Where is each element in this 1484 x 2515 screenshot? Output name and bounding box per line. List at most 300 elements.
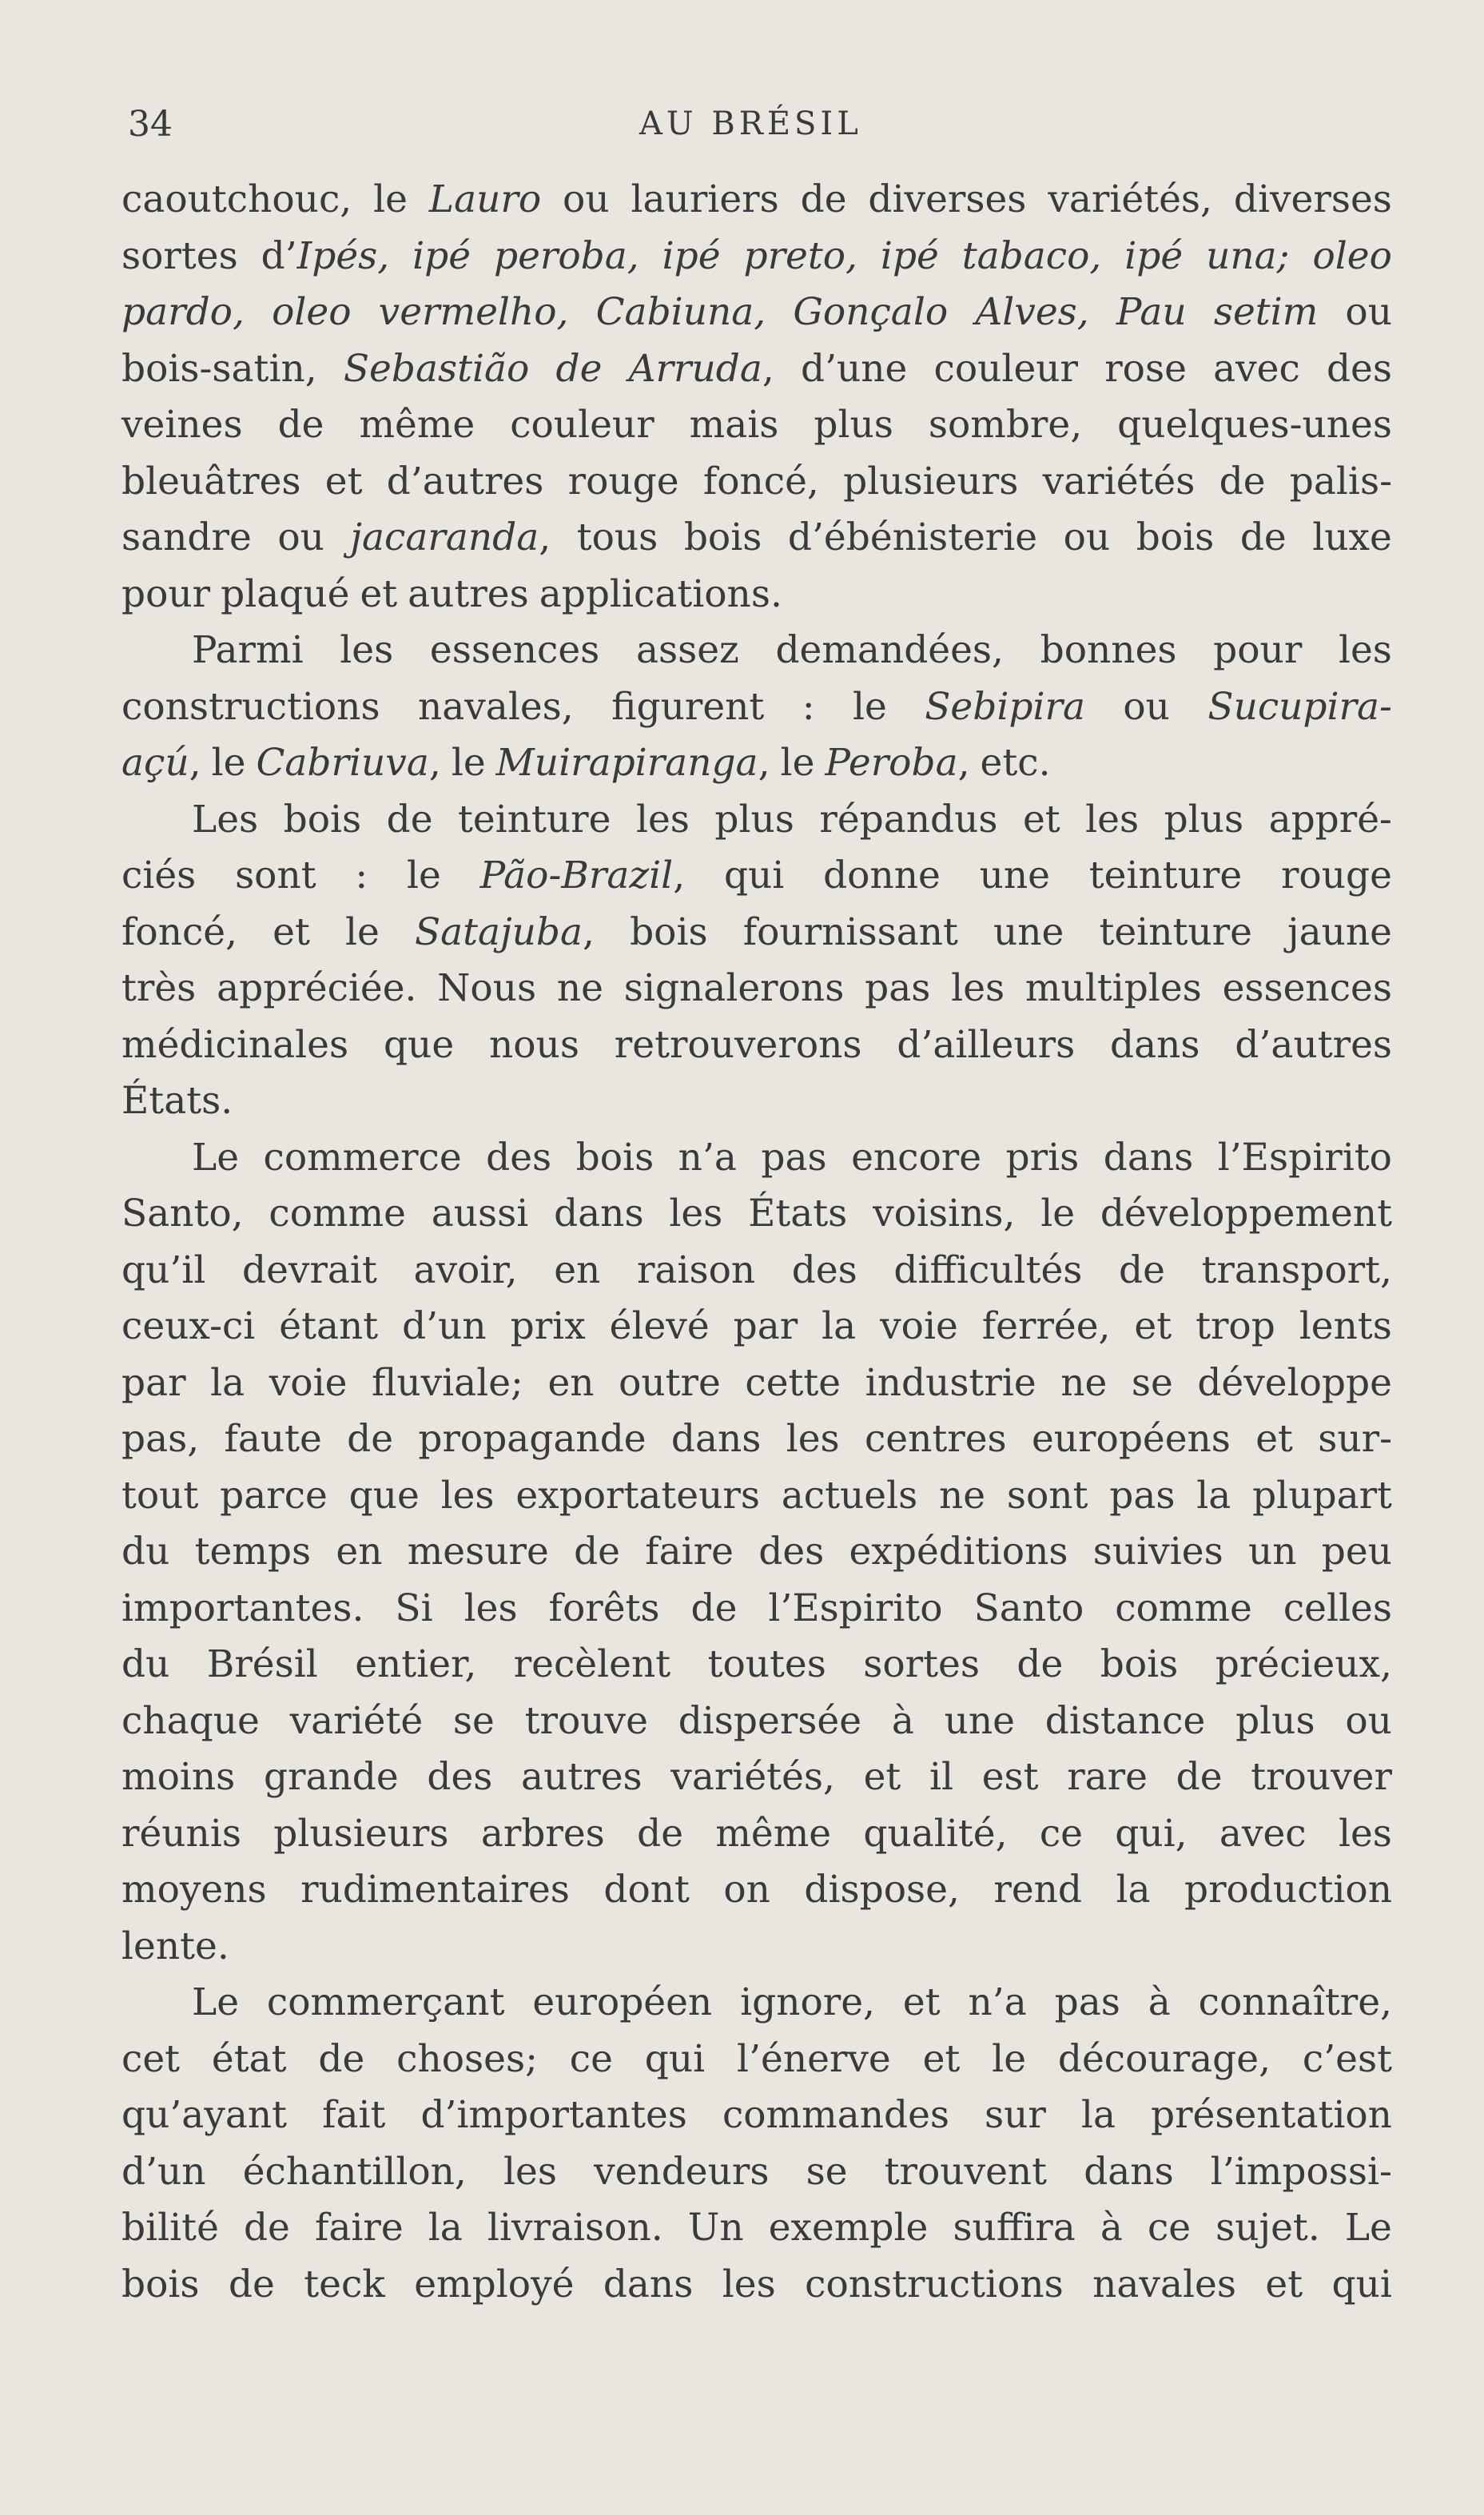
text: en	[547, 1360, 595, 1405]
text: de	[1119, 1248, 1165, 1292]
text-line	[121, 510, 1392, 567]
word	[315, 2200, 404, 2257]
word	[413, 1243, 517, 1299]
text: le	[1040, 1192, 1076, 1236]
word	[212, 2031, 287, 2088]
word	[1081, 2087, 1116, 2144]
text: étant	[279, 1304, 379, 1348]
word	[801, 172, 847, 229]
text: sujet.	[1215, 2206, 1320, 2250]
text: pour	[121, 571, 211, 616]
text: les	[464, 1586, 518, 1630]
text: ,	[673, 854, 686, 897]
word	[1104, 1130, 1194, 1187]
word	[192, 1130, 239, 1187]
text: sont	[235, 854, 316, 897]
text: de	[574, 1530, 620, 1574]
text: et	[273, 909, 310, 954]
text: des	[486, 1135, 552, 1180]
text: fournissant	[742, 909, 958, 954]
text: d’un	[402, 1304, 487, 1348]
italic-text: Sucupira-	[1207, 684, 1392, 729]
text: Les	[192, 797, 259, 842]
word	[503, 2144, 557, 2201]
word	[525, 1693, 648, 1750]
word	[557, 961, 603, 1017]
word	[1006, 1130, 1080, 1187]
word	[865, 1411, 1007, 1468]
text: dans	[554, 1192, 644, 1236]
text: lents	[1299, 1304, 1392, 1348]
word	[851, 1130, 981, 1187]
word	[814, 397, 893, 454]
text: difficultés	[893, 1248, 1083, 1292]
text-line	[121, 961, 1392, 1017]
text-line	[121, 1073, 1392, 1130]
text: des	[758, 1530, 825, 1574]
italic-text: Gonçalo	[793, 290, 949, 334]
word	[1040, 1186, 1075, 1243]
text: de	[800, 177, 847, 221]
text-line	[121, 735, 1392, 792]
text-line	[121, 1468, 1392, 1525]
text-line	[121, 229, 1392, 285]
text: connaître,	[1198, 1980, 1392, 2024]
italic-text: setim	[1213, 290, 1319, 334]
italic-text: jacaranda	[350, 515, 539, 559]
text: lauriers	[631, 177, 779, 221]
text: bois	[575, 1135, 654, 1180]
text-line	[121, 397, 1392, 454]
text: moins	[121, 1755, 236, 1799]
text: un	[1247, 1530, 1297, 1574]
text: sandre	[121, 515, 252, 559]
text: demandées,	[775, 628, 1004, 672]
text: bois	[1100, 1642, 1179, 1686]
text: du	[121, 1530, 170, 1574]
word	[1116, 285, 1187, 341]
text: le	[344, 909, 380, 954]
text: dans	[603, 2262, 694, 2306]
text: dispersée	[678, 1698, 862, 1743]
word	[1318, 1411, 1392, 1468]
word	[1116, 1862, 1150, 1919]
text: ou	[1123, 684, 1170, 729]
word	[825, 735, 969, 792]
text: pas,	[121, 1417, 200, 1461]
text: élevé	[609, 1304, 710, 1348]
text: à	[1148, 1980, 1171, 2024]
word	[212, 735, 246, 792]
text: plupart	[1252, 1473, 1392, 1518]
word	[691, 1581, 738, 1638]
text: ,	[583, 909, 595, 954]
text: répandus	[819, 797, 998, 842]
word	[1202, 1243, 1392, 1299]
word	[671, 1411, 762, 1468]
text: retrouverons	[614, 1022, 862, 1067]
text: rouge	[567, 459, 679, 503]
text: exportateurs	[515, 1473, 760, 1518]
word	[723, 1862, 770, 1919]
word	[121, 567, 210, 623]
word	[568, 454, 679, 511]
word	[267, 1975, 505, 2031]
text: applications.	[539, 571, 782, 616]
word	[121, 1693, 260, 1750]
word	[1327, 341, 1392, 398]
italic-text: Satajuba	[414, 909, 583, 954]
text-line	[121, 567, 1392, 623]
word	[843, 454, 1018, 511]
word	[318, 2031, 364, 2088]
text: des	[1326, 346, 1392, 391]
word	[229, 2257, 275, 2314]
text: le	[451, 741, 486, 785]
word	[121, 1468, 198, 1525]
word	[670, 1749, 835, 1806]
text: transport,	[1201, 1248, 1392, 1292]
text: de	[243, 2206, 290, 2250]
word	[1134, 1299, 1172, 1355]
text: et	[863, 1755, 901, 1799]
text: état	[211, 2036, 287, 2081]
word	[121, 229, 238, 285]
word	[1058, 2031, 1271, 2088]
word	[563, 172, 610, 229]
word	[412, 229, 471, 285]
text: multiples	[1024, 966, 1202, 1010]
text: expéditions	[849, 1530, 1068, 1574]
word	[873, 1186, 1015, 1243]
word	[284, 792, 362, 849]
word	[929, 397, 1082, 454]
word	[982, 1299, 1111, 1355]
text: ceux-ci	[121, 1304, 256, 1348]
text: les	[1338, 1811, 1392, 1856]
word	[420, 2087, 686, 2144]
word	[1252, 1468, 1392, 1525]
word	[603, 1862, 690, 1919]
word	[611, 679, 764, 736]
text: ,	[758, 741, 770, 785]
text: dans	[1084, 2149, 1174, 2194]
text: d’une	[800, 346, 908, 391]
word	[340, 623, 393, 679]
text: qui	[644, 2036, 706, 2081]
text: variétés	[1042, 459, 1196, 503]
text: constructions	[121, 684, 380, 729]
word	[373, 172, 408, 229]
body-text	[121, 172, 1392, 2313]
word	[637, 1806, 683, 1863]
word	[1045, 1693, 1206, 1750]
text-line	[121, 1637, 1392, 1693]
word	[690, 397, 779, 454]
word	[121, 2144, 206, 2201]
text: l’Espirito	[1217, 1135, 1392, 1180]
text: pas	[1109, 1473, 1176, 1518]
text: une	[944, 1698, 1015, 1743]
text: rose	[1104, 346, 1187, 391]
word	[823, 848, 941, 905]
text: mesure	[407, 1530, 549, 1574]
text: qualité,	[863, 1811, 1008, 1856]
text: faute	[224, 1417, 322, 1461]
text: production	[1184, 1868, 1392, 1912]
text: à	[1100, 2206, 1123, 2250]
text-line	[121, 172, 1392, 229]
page-number: 34	[128, 104, 173, 145]
text: tout	[121, 1473, 199, 1518]
text: la	[1116, 1868, 1151, 1912]
word	[304, 2257, 385, 2314]
text: bois	[1136, 515, 1215, 559]
word	[939, 1468, 985, 1525]
word	[775, 623, 1004, 679]
word	[734, 1299, 798, 1355]
word	[278, 397, 324, 454]
text: que	[383, 1022, 455, 1067]
text: pour	[1213, 628, 1303, 672]
word	[414, 2257, 574, 2314]
word	[1199, 1975, 1392, 2031]
word	[121, 341, 317, 398]
text: couleur	[510, 403, 654, 447]
word	[121, 1581, 364, 1638]
word	[885, 2144, 1047, 2201]
word	[992, 2031, 1026, 2088]
word	[1269, 792, 1392, 849]
word	[610, 1299, 710, 1355]
text: signalerons	[623, 966, 845, 1010]
word	[631, 172, 779, 229]
word	[1332, 2257, 1392, 2314]
text: la	[1080, 2093, 1116, 2137]
word	[244, 2200, 290, 2257]
text-line	[121, 679, 1392, 736]
word	[1339, 623, 1392, 679]
text-line	[121, 1693, 1392, 1750]
italic-text: Ipés,	[296, 233, 390, 278]
text: avec	[1219, 1811, 1307, 1856]
text: tous	[576, 515, 658, 559]
text: appréciée.	[217, 966, 417, 1010]
text: les	[503, 2149, 557, 2194]
word	[407, 848, 441, 905]
text: européen	[532, 1980, 713, 2024]
word	[372, 1355, 523, 1412]
text: précieux,	[1215, 1642, 1392, 1686]
text: avoir,	[413, 1248, 518, 1292]
word	[962, 229, 1102, 285]
text: voie	[269, 1360, 348, 1405]
text: vendeurs	[594, 2149, 770, 2194]
word	[788, 510, 1037, 567]
word	[576, 1130, 654, 1187]
word	[868, 172, 1026, 229]
text: c’est	[1302, 2036, 1392, 2081]
word	[379, 285, 569, 341]
word	[596, 285, 766, 341]
text: distance	[1044, 1698, 1206, 1743]
text-line	[121, 623, 1392, 679]
word	[786, 1411, 840, 1468]
word	[1136, 510, 1215, 567]
text: n’a	[968, 1980, 1027, 2024]
word	[923, 2031, 961, 2088]
text: même	[359, 403, 475, 447]
word	[1023, 792, 1060, 849]
word	[1283, 1581, 1392, 1638]
text: et	[360, 571, 398, 616]
word	[1123, 679, 1170, 736]
text-line	[121, 2031, 1392, 2088]
text: commerce	[263, 1135, 462, 1180]
word	[1043, 454, 1196, 511]
word	[121, 679, 380, 736]
text: de	[386, 797, 433, 842]
word	[678, 1693, 861, 1750]
text: d’ailleurs	[897, 1022, 1076, 1067]
word	[217, 961, 416, 1017]
italic-text: peroba,	[493, 233, 639, 278]
text: d’un	[121, 2149, 206, 2194]
word	[903, 1975, 941, 2031]
word	[1176, 1749, 1223, 1806]
word	[801, 341, 907, 398]
text: ,	[428, 741, 441, 785]
word	[1213, 623, 1302, 679]
word	[624, 961, 845, 1017]
word	[805, 2257, 1064, 2314]
word	[195, 1524, 311, 1581]
word	[336, 1524, 382, 1581]
word	[192, 1975, 239, 2031]
text: commandes	[722, 2093, 950, 2137]
word	[418, 1411, 646, 1468]
text: d’importantes	[420, 2093, 687, 2137]
text: encore	[851, 1135, 982, 1180]
text: Nous	[437, 966, 537, 1010]
word	[745, 1355, 841, 1412]
text: employé	[414, 2262, 575, 2306]
text: variétés,	[1048, 177, 1212, 221]
text: ou	[1345, 290, 1392, 334]
text: n’a	[678, 1135, 737, 1180]
text: et	[902, 1980, 941, 2024]
word	[121, 848, 196, 905]
word	[863, 1637, 980, 1693]
text: essences	[429, 628, 600, 672]
word	[192, 792, 258, 849]
word	[355, 848, 368, 905]
word	[743, 229, 857, 285]
text: États	[748, 1192, 848, 1236]
text: bois-satin,	[121, 346, 317, 391]
text: variétés,	[670, 1755, 835, 1799]
word	[603, 2257, 694, 2314]
text: et	[1265, 2262, 1303, 2306]
text: nous	[488, 1022, 579, 1067]
word	[688, 2200, 744, 2257]
word	[669, 1186, 722, 1243]
text: parce	[220, 1473, 328, 1518]
word	[761, 1130, 826, 1187]
text: foncé,	[121, 909, 238, 954]
text: suffira	[953, 2206, 1076, 2250]
word	[1148, 1975, 1171, 2031]
text: même	[715, 1811, 832, 1856]
word	[1089, 848, 1242, 905]
word	[515, 1468, 760, 1525]
running-title: AU BRÉSIL	[639, 105, 862, 142]
word	[865, 1355, 1036, 1412]
word	[428, 2200, 463, 2257]
text: qui,	[1115, 1811, 1188, 1856]
word	[975, 285, 1088, 341]
word	[279, 1299, 378, 1355]
text: dans	[670, 1417, 762, 1461]
text: réunis	[121, 1811, 241, 1856]
text: le	[780, 741, 815, 785]
text: ,	[762, 346, 774, 391]
word	[359, 397, 475, 454]
word	[427, 1749, 492, 1806]
text: Brésil	[206, 1642, 318, 1686]
italic-text: ipé	[1124, 233, 1184, 278]
text: caoutchouc,	[121, 177, 352, 221]
text: veines	[121, 403, 243, 447]
word	[121, 1355, 186, 1412]
text-line	[121, 1299, 1392, 1355]
word	[1322, 1524, 1392, 1581]
word	[261, 229, 390, 285]
word	[881, 229, 939, 285]
italic-text: ipé	[412, 233, 471, 278]
text: que	[348, 1473, 420, 1518]
text: faire	[645, 1530, 734, 1574]
text: qui	[723, 854, 785, 897]
text: à	[891, 1698, 914, 1743]
word	[1040, 623, 1177, 679]
word	[1164, 792, 1244, 849]
text: plus	[714, 797, 794, 842]
text: de	[318, 2036, 365, 2081]
word	[715, 1806, 831, 1863]
word	[344, 341, 529, 398]
word	[1214, 285, 1318, 341]
text-line	[121, 1243, 1392, 1299]
text: arbres	[480, 1811, 605, 1856]
text: de	[1219, 459, 1266, 503]
word	[554, 1243, 600, 1299]
text-line	[121, 792, 1392, 849]
text: autres	[408, 571, 529, 616]
text: Le	[192, 1135, 240, 1180]
text: ce	[569, 2036, 613, 2081]
text: comme	[1115, 1586, 1252, 1630]
word	[1287, 905, 1392, 961]
word	[806, 2144, 848, 2201]
word	[1115, 1581, 1252, 1638]
word	[1017, 1637, 1063, 1693]
word	[458, 792, 611, 849]
text: variété	[289, 1698, 424, 1743]
word	[418, 679, 574, 736]
text: plaqué	[221, 571, 350, 616]
word	[220, 1468, 328, 1525]
